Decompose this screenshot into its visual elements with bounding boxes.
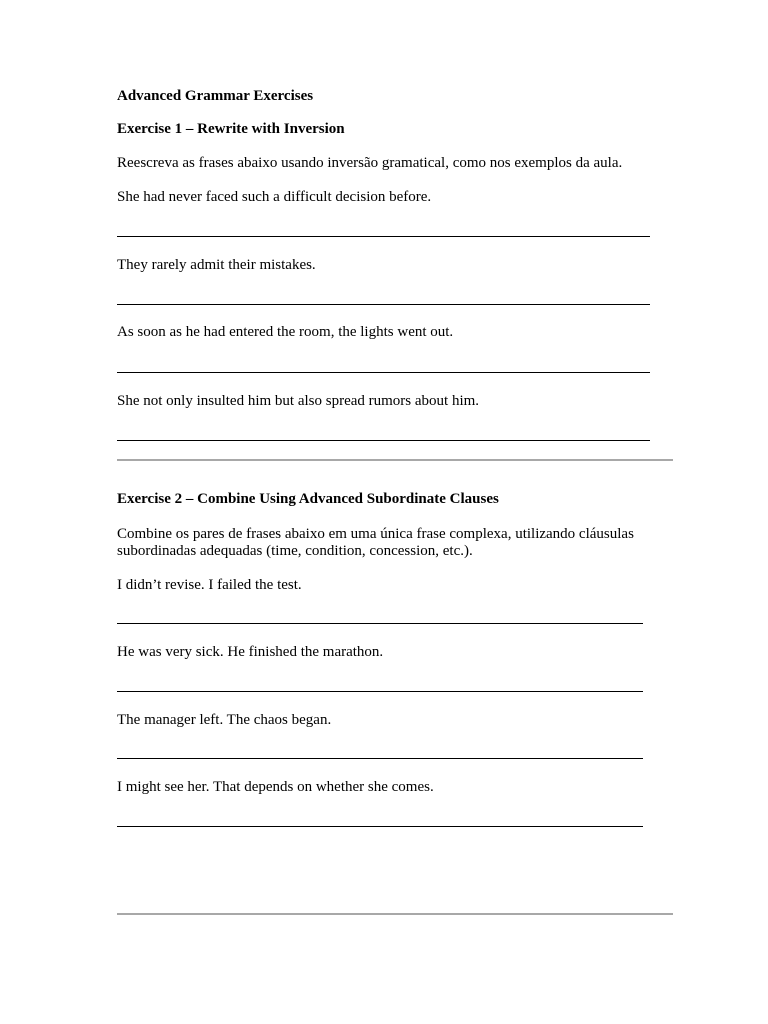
exercise-2-item-1: I didn’t revise. I failed the test. bbox=[117, 577, 302, 593]
exercise-1-item-4: She not only insulted him but also spread rumors about him. bbox=[117, 393, 480, 409]
section-separator bbox=[117, 459, 673, 461]
exercise-2-instruction: Combine os pares de frases abaixo em uma única frase complexa, utilizando cláusulas subordinadas adequadas (time, condition, concession, etc.). bbox=[117, 526, 634, 559]
exercise-2-answer-line-1[interactable] bbox=[117, 623, 643, 624]
exercise-1-instruction: Reescreva as frases abaixo usando inversão gramatical, como nos exemplos da aula. bbox=[117, 155, 623, 171]
exercise-1-answer-line-2[interactable] bbox=[117, 304, 650, 305]
exercise-1-item-2: They rarely admit their mistakes. bbox=[117, 257, 316, 273]
exercise-2-item-2: He was very sick. He finished the marathon. bbox=[117, 644, 384, 660]
exercise-2-answer-line-2[interactable] bbox=[117, 691, 643, 692]
exercise-1-item-3: As soon as he had entered the room, the lights went out. bbox=[117, 324, 454, 340]
exercise-2-item-4: I might see her. That depends on whether she comes. bbox=[117, 779, 434, 795]
exercise-1-answer-line-4[interactable] bbox=[117, 440, 650, 441]
exercise-2-item-3: The manager left. The chaos began. bbox=[117, 712, 332, 728]
exercise-2-heading: Exercise 2 – Combine Using Advanced Subordinate Clauses bbox=[117, 491, 499, 507]
exercise-2-answer-line-4[interactable] bbox=[117, 826, 643, 827]
exercise-1-answer-line-3[interactable] bbox=[117, 372, 650, 373]
exercise-1-item-1: She had never faced such a difficult decision before. bbox=[117, 189, 432, 205]
footer-separator bbox=[117, 913, 673, 915]
exercise-2-answer-line-3[interactable] bbox=[117, 758, 643, 759]
document-title: Advanced Grammar Exercises bbox=[117, 88, 314, 104]
exercise-1-answer-line-1[interactable] bbox=[117, 236, 650, 237]
exercise-1-heading: Exercise 1 – Rewrite with Inversion bbox=[117, 121, 345, 137]
